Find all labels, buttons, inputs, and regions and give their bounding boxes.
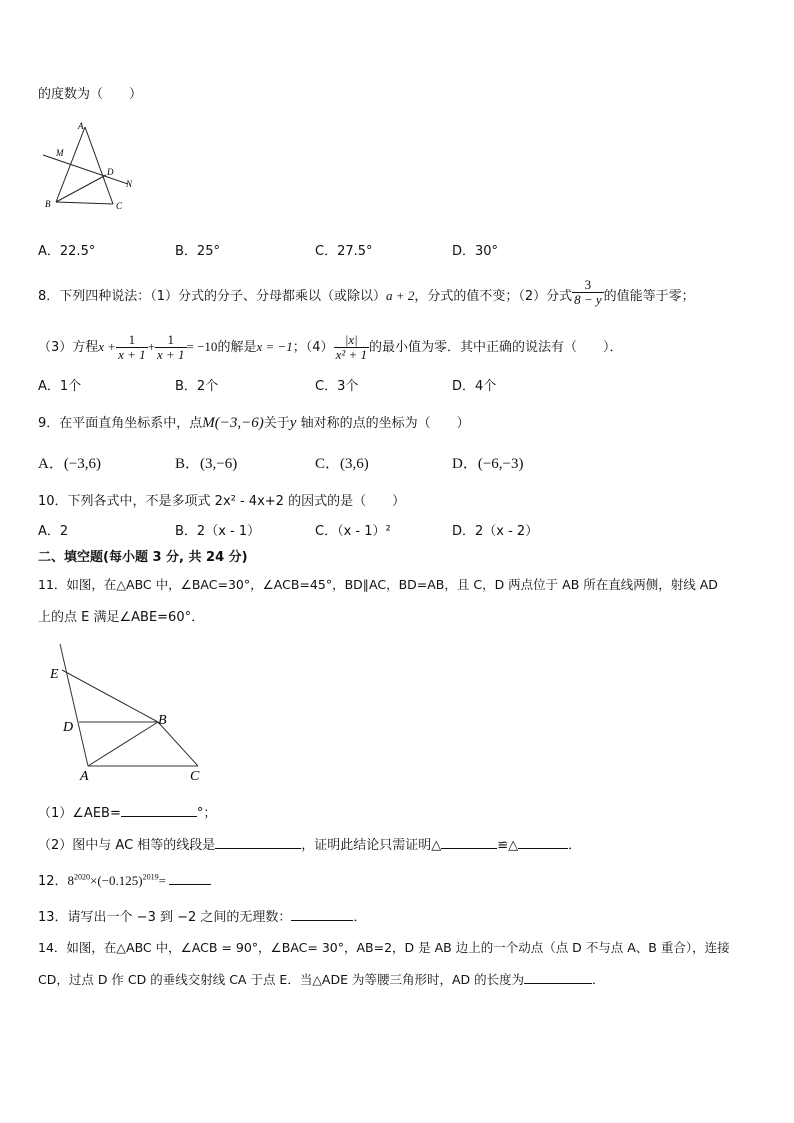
q8-line1-a: 8．下列四种说法：（1）分式的分子、分母都乘以（或除以） xyxy=(38,289,387,304)
q11-line1: 11．如图，在△ABC 中，∠BAC=30°，∠ACB=45°，BD∥AC，BD=AB，且 C，D 两点位于 AB 所在直线两侧，射线 AD xyxy=(38,577,718,592)
q9-option-d: D．(−6,−3) xyxy=(452,456,524,472)
q14-line1: 14．如图，在△ABC 中，∠ACB = 90°，∠BAC= 30°，AB=2，D 是 AB 边上的一个动点（点 D 不与点 A、B 重合），连接 xyxy=(38,940,730,955)
q8-frac4 xyxy=(334,333,369,362)
q8-frac1-den: 8 − y xyxy=(574,292,602,307)
q8-frac4-den: x² + 1 xyxy=(335,347,368,362)
q7-label-B: B xyxy=(45,199,51,209)
q8-sol: x = −1 xyxy=(256,339,293,354)
q7-figure xyxy=(38,118,138,218)
q8-frac3-num: 1 xyxy=(155,333,187,348)
q9-stem xyxy=(38,412,470,432)
q7-label-D: D xyxy=(107,167,114,177)
q8-option-a: A．1个 xyxy=(38,379,82,394)
q8-option-c: C．3个 xyxy=(315,379,359,394)
q11-part1-b: °； xyxy=(196,806,217,821)
q11-part2-blank1[interactable] xyxy=(215,836,301,849)
q8-line1 xyxy=(38,277,695,307)
q11-part2-d: ． xyxy=(568,838,582,853)
q9-stem-c: 轴对称的点的坐标为（ ） xyxy=(296,416,470,431)
q9-axis: y xyxy=(289,415,297,431)
q8-frac2 xyxy=(116,333,148,362)
q14-line2-b: ． xyxy=(592,972,605,987)
q12-mid: ×(−0.125) xyxy=(90,873,143,888)
q11-figure xyxy=(40,638,215,786)
q11-part2-blank2[interactable] xyxy=(441,836,497,849)
q12-eq: = xyxy=(158,873,166,888)
q7-label-M: M xyxy=(56,148,64,158)
q9-stem-b: 关于 xyxy=(263,416,290,431)
q11-line2: 上的点 E 满足∠ABE=60°． xyxy=(38,610,205,625)
q7-option-b: B．25° xyxy=(175,244,220,259)
q8-frac2-den: x + 1 xyxy=(118,347,146,362)
q10-option-a: A．2 xyxy=(38,524,69,539)
q7-option-d: D．30° xyxy=(452,244,499,259)
q9-option-c: C．(3,6) xyxy=(315,456,369,472)
q10-option-c: C．（x - 1）² xyxy=(315,524,391,539)
q13 xyxy=(38,906,366,925)
q8-frac2-num: 1 xyxy=(116,333,148,348)
q8-option-b: B．2个 xyxy=(175,379,219,394)
section2-title: 二、填空题(每小题 3 分, 共 24 分) xyxy=(38,550,248,565)
q13-blank[interactable] xyxy=(291,908,353,921)
q14-line2-a: CD，过点 D 作 CD 的垂线交射线 CA 于点 E．当△ADE 为等腰三角形时，AD 的长度为 xyxy=(38,972,525,987)
q11-label-B: B xyxy=(158,713,167,728)
q7-label-A: A xyxy=(78,121,84,131)
q12-exp2: 2019 xyxy=(142,872,159,882)
q9-point: M(−3,−6) xyxy=(202,415,264,431)
q11-label-A: A xyxy=(80,769,89,784)
q11-part2-b: ，证明此结论只需证明△ xyxy=(301,838,442,853)
q11-part1-a: （1）∠AEB= xyxy=(38,806,121,821)
q13-text-a: 13．请写出一个 −3 到 −2 之间的无理数： xyxy=(38,910,292,925)
q12-exp1: 2020 xyxy=(74,872,91,882)
q12-blank[interactable] xyxy=(169,872,211,885)
q11-part2-c: ≌△ xyxy=(497,838,519,853)
q8-line1-c: 的值能等于零； xyxy=(603,289,695,304)
q11-part2 xyxy=(38,834,581,853)
q7-option-c: C．27.5° xyxy=(315,244,373,259)
q12-prefix: 12． xyxy=(38,874,68,889)
q9-stem-a: 9．在平面直角坐标系中，点 xyxy=(38,416,203,431)
q12-base: 8 xyxy=(67,873,75,888)
q13-text-b: ． xyxy=(353,910,367,925)
q11-part2-a: （2）图中与 AC 相等的线段是 xyxy=(38,838,216,853)
q11-part2-blank3[interactable] xyxy=(518,836,568,849)
q8-line1-b: ，分式的值不变；（2）分式 xyxy=(414,289,573,304)
q8-frac4-num: |x| xyxy=(334,333,369,348)
q10-option-b: B．2（x - 1） xyxy=(175,524,261,539)
q8-option-d: D．4个 xyxy=(452,379,497,394)
q8-eq-plus: + xyxy=(147,339,155,354)
q7-option-a: A．22.5° xyxy=(38,244,96,259)
q8-line2-b: 的解是 xyxy=(217,340,257,355)
q10-option-d: D．2（x - 2） xyxy=(452,524,539,539)
q14-line2 xyxy=(38,970,605,988)
q14-blank[interactable] xyxy=(524,971,592,984)
q7-stem-tail: 的度数为（ ） xyxy=(38,87,143,102)
q8-frac1-num: 3 xyxy=(572,278,604,293)
q7-label-C: C xyxy=(116,201,123,211)
q8-frac3 xyxy=(155,333,187,362)
q8-frac1 xyxy=(572,278,604,307)
q11-label-C: C xyxy=(190,769,200,784)
q8-frac3-den: x + 1 xyxy=(156,347,185,362)
q10-stem: 10．下列各式中，不是多项式 2x² - 4x+2 的因式的是（ ） xyxy=(38,494,406,509)
q8-expr: a + 2 xyxy=(386,288,415,303)
q8-line2-d: 的最小值为零．其中正确的说法有（ ）． xyxy=(369,340,623,355)
q9-option-a: A．(−3,6) xyxy=(38,456,102,472)
q11-label-E: E xyxy=(50,667,59,682)
q11-part1 xyxy=(38,802,216,821)
q8-eq-rhs: = −10 xyxy=(186,339,218,354)
q8-line2-c: ；（4） xyxy=(292,340,334,355)
q8-line2 xyxy=(38,333,623,362)
q11-part1-blank[interactable] xyxy=(121,804,197,817)
q11-label-D: D xyxy=(63,720,74,735)
q8-eq-x: x + xyxy=(98,339,117,354)
q8-line2-a: （3）方程 xyxy=(38,340,99,355)
q7-label-N: N xyxy=(126,179,133,189)
q9-option-b: B．(3,−6) xyxy=(175,456,238,472)
q12 xyxy=(38,870,211,889)
